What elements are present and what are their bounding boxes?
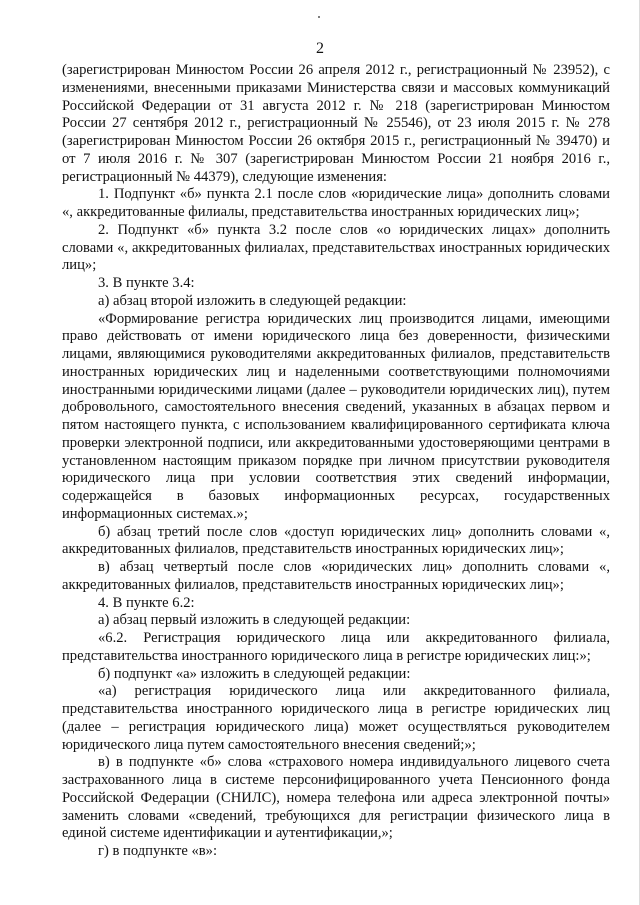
paragraph-item-4c: в) в подпункте «б» слова «страхового номера индивидуального лицевого счета застрахованного лица в системе персонифицированного учета Пенсионного фонда Российской Федерации (СНИЛС), номера телефона или адреса электронной почты» заменить словами «сведений, требующихся для регистрации физического лица в единой системе идентификации и аутентификации,»;	[62, 754, 610, 842]
paragraph-quote-3a: «Формирование регистра юридических лиц производится лицами, имеющими право действовать от имени юридического лица без доверенности, физическими лицами, являющимися руководителями аккредитованных филиалов, представительств иностранных юридических лиц и наделенными соответствующими полномочиями иностранными юридическими лицами (далее – руководители юридических лиц), путем добровольного, самостоятельного внесения сведений, указанных в абзацах первом и пятом настоящего пункта, с использованием квалифицированного сертификата ключа проверки электронной подписи, или аккредитованными удостоверяющими центрами в установленном настоящим приказом порядке при личном присутствии руководителя юридического лица при условии соответствия этих сведений информации, содержащейся в базовых информационных ресурсах, государственных информационных системах.»;	[62, 310, 610, 522]
paragraph-item-2: 2. Подпункт «б» пункта 3.2 после слов «о юридических лицах» дополнить словами «, аккредитованных филиалах, представительствах иностранных юридических лиц»;	[62, 221, 610, 274]
paragraph-item-4a: а) абзац первый изложить в следующей редакции:	[98, 612, 411, 629]
scan-mark	[318, 16, 320, 18]
paragraph-quote-4a: «6.2. Регистрация юридического лица или аккредитованного филиала, представительства иностранного юридического лица в регистре юридических лиц:»;	[62, 630, 610, 664]
paragraph-item-3b: б) абзац третий после слов «доступ юридических лиц» дополнить словами «, аккредитованных филиалов, представительств иностранных юридических лиц»;	[62, 523, 610, 558]
paragraph-item-1: 1. Подпункт «б» пункта 2.1 после слов «юридические лица» дополнить словами «, аккредитованные филиалы, представительства иностранных юридических лиц»;	[62, 186, 610, 220]
page-number: 2	[316, 40, 324, 57]
paragraph-item-4b: б) подпункт «а» изложить в следующей редакции:	[98, 665, 411, 682]
paragraph-quote-4b: «а) регистрация юридического лица или аккредитованного филиала, представительства иностранного юридического лица в регистре юридических лиц (далее – регистрация юридического лица) может осуществляться руководителем юридического лица путем самостоятельного внесения сведений;»;	[62, 683, 610, 753]
paragraph-intro: (зарегистрирован Минюстом России 26 апреля 2012 г., регистрационный № 23952), с изменениями, внесенными приказами Министерства связи и массовых коммуникаций Российской Федерации от 31 августа 2012 г. № 218 (зарегистрирован Минюстом России 27 сентября 2012 г., регистрационный № 25546), от 23 июля 2015 г. № 278 (зарегистрирован Минюстом России 26 октября 2015 г., регистрационный № 39470) и от 7 июля 2016 г. № 307 (зарегистрирован Минюстом России 21 ноября 2016 г., регистрационный № 44379), следующие изменения:	[62, 62, 610, 185]
paragraph-item-4d: г) в подпункте «в»:	[98, 843, 218, 859]
paragraph-item-3c: в) абзац четвертый после слов «юридических лиц» дополнить словами «, аккредитованных филиалов, представительств иностранных юридических лиц»;	[62, 559, 610, 593]
paragraph-item-4: 4. В пункте 6.2:	[98, 594, 195, 611]
paragraph-item-3: 3. В пункте 3.4:	[98, 275, 195, 291]
paragraph-item-3a: а) абзац второй изложить в следующей редакции:	[98, 292, 407, 309]
document-body	[62, 62, 610, 861]
